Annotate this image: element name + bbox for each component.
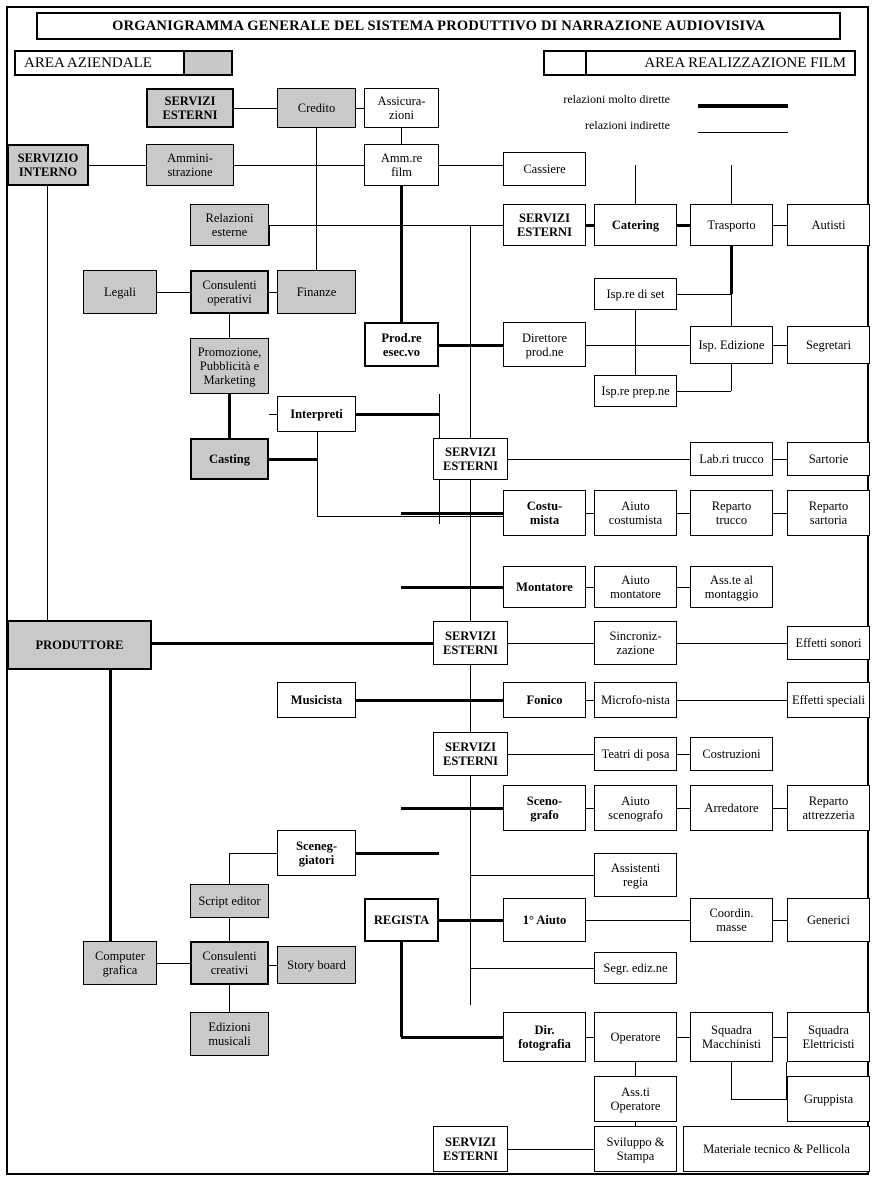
node-sviluppo_stampa[interactable] — [594, 1126, 677, 1172]
node-dir_fotografia[interactable] — [503, 1012, 586, 1062]
area-right-text: AREA REALIZZAZIONE FILM — [644, 54, 846, 71]
connector-line — [229, 314, 230, 338]
connector-line — [773, 1037, 787, 1038]
node-label: Script editor — [198, 894, 261, 908]
connector-line — [47, 186, 48, 620]
connector-line — [730, 246, 733, 294]
node-label: Direttore prod.ne — [521, 330, 568, 359]
node-label: Montatore — [516, 580, 573, 594]
connector-line — [635, 1062, 636, 1076]
node-label: Consulenti operativi — [202, 278, 257, 306]
connector-line — [269, 292, 277, 293]
node-assti_operatore[interactable] — [594, 1076, 677, 1122]
node-computer_grafica[interactable] — [83, 941, 157, 985]
node-gruppista[interactable] — [787, 1076, 870, 1122]
connector-line — [269, 965, 277, 966]
connector-line — [401, 512, 503, 515]
connector-line — [400, 186, 403, 322]
connector-line — [470, 968, 594, 969]
node-label: SERVIZI ESTERNI — [443, 1135, 498, 1163]
node-catering[interactable] — [594, 204, 677, 246]
connector-line — [269, 458, 317, 461]
node-label: Microfo-nista — [601, 693, 670, 707]
connector-line — [677, 224, 690, 227]
connector-line — [677, 294, 731, 295]
connector-line — [773, 459, 787, 460]
node-amm_re_film[interactable] — [364, 144, 439, 186]
area-realizzazione-film-label — [543, 50, 856, 76]
node-servizi_esterni_5[interactable] — [433, 732, 508, 776]
node-squadra_macchinisti[interactable] — [690, 1012, 773, 1062]
node-legali[interactable] — [83, 270, 157, 314]
connector-line — [269, 414, 277, 415]
node-label: Operatore — [610, 1030, 661, 1044]
connector-line — [439, 165, 503, 166]
connector-line — [773, 513, 787, 514]
connector-line — [229, 853, 277, 854]
node-label: Costruzioni — [702, 747, 761, 761]
node-label: Squadra Macchinisti — [701, 1023, 761, 1051]
node-label: 1° Aiuto — [522, 913, 567, 927]
connector-line — [677, 643, 787, 644]
connector-line — [586, 513, 594, 514]
connector-line — [731, 165, 732, 204]
legend-swatch-white — [545, 52, 587, 74]
node-reparto_sartoria[interactable] — [787, 490, 870, 536]
connector-line — [470, 875, 471, 968]
node-label: Ass.ti Operatore — [610, 1085, 661, 1113]
node-label: Reparto attrezzeria — [802, 794, 855, 822]
node-effetti_sonori[interactable] — [787, 626, 870, 660]
connector-line — [157, 292, 190, 293]
connector-line — [152, 642, 433, 645]
node-label: Assistenti regia — [610, 861, 661, 889]
node-sceneggiatori[interactable] — [277, 830, 356, 876]
node-edizioni_musicali[interactable] — [190, 1012, 269, 1056]
node-story_board[interactable] — [277, 946, 356, 984]
node-consulenti_creativi[interactable] — [190, 941, 269, 985]
area-aziendale-label — [14, 50, 233, 76]
node-label: Arredatore — [704, 801, 759, 815]
legend-indirect-line — [698, 132, 788, 133]
connector-line — [586, 1037, 594, 1038]
node-label: SERVIZI ESTERNI — [162, 94, 218, 122]
node-materiale_tecnico[interactable] — [683, 1126, 870, 1172]
node-label: Segretari — [805, 338, 852, 352]
node-label: Isp.re di set — [606, 287, 665, 301]
node-label: Prod.re esec.vo — [381, 330, 422, 359]
node-labri_trucco[interactable] — [690, 442, 773, 476]
node-aiuto_scenografo[interactable] — [594, 785, 677, 831]
node-label: Effetti speciali — [791, 693, 865, 707]
node-servizi_esterni_1[interactable] — [146, 88, 234, 128]
connector-line — [586, 700, 594, 701]
node-label: Edizioni musicali — [208, 1020, 251, 1048]
node-squadra_elettricisti[interactable] — [787, 1012, 870, 1062]
node-label: Amm.re film — [380, 151, 423, 179]
node-label: Fonico — [526, 693, 563, 707]
node-label: Reparto trucco — [711, 499, 752, 527]
node-assicurazioni[interactable] — [364, 88, 439, 128]
node-label: Sceno- grafo — [526, 794, 563, 822]
node-isp_re_di_set[interactable] — [594, 278, 677, 310]
node-label: Lab.ri trucco — [699, 452, 764, 466]
node-reparto_attrezzeria[interactable] — [787, 785, 870, 831]
connector-line — [356, 699, 503, 702]
node-coordin_masse[interactable] — [690, 898, 773, 942]
node-effetti_speciali[interactable] — [787, 682, 870, 718]
connector-line — [586, 224, 594, 227]
connector-line — [109, 670, 112, 941]
node-label: Computer grafica — [95, 949, 145, 977]
node-finanze[interactable] — [277, 270, 356, 314]
node-consulenti_operativi[interactable] — [190, 270, 269, 314]
connector-line — [89, 165, 146, 166]
node-scenografo[interactable] — [503, 785, 586, 831]
node-label: SERVIZIO INTERNO — [17, 151, 79, 179]
connector-line — [356, 852, 439, 855]
node-montatore[interactable] — [503, 566, 586, 608]
node-label: Ammini- strazione — [167, 151, 213, 179]
connector-line — [508, 1149, 594, 1150]
legend-swatch-gray — [183, 52, 231, 74]
node-segretari[interactable] — [787, 326, 870, 364]
node-label: Relazioni esterne — [205, 211, 254, 239]
node-label: Squadra Elettricisti — [802, 1023, 855, 1051]
node-label: Isp. Edizione — [698, 338, 765, 352]
node-generici[interactable] — [787, 898, 870, 942]
node-label: Segr. ediz.ne — [603, 961, 668, 975]
connector-line — [677, 808, 690, 809]
connector-line — [400, 942, 403, 1037]
connector-line — [677, 391, 731, 392]
node-label: SERVIZI ESTERNI — [517, 211, 572, 239]
connector-line — [401, 807, 503, 810]
node-label: Sincroniz- zazione — [609, 629, 662, 657]
connector-line — [586, 587, 594, 588]
node-aiuto_montatore[interactable] — [594, 566, 677, 608]
connector-line — [157, 963, 190, 964]
connector-line — [508, 459, 690, 460]
connector-line — [586, 920, 690, 921]
node-label: Ass.te al montaggio — [704, 573, 759, 601]
node-interpreti[interactable] — [277, 396, 356, 432]
connector-line — [316, 128, 317, 278]
node-label: Costu- mista — [526, 499, 563, 527]
node-label: Catering — [611, 218, 660, 232]
connector-line — [677, 513, 690, 514]
connector-line — [439, 919, 503, 922]
node-asste_al_montaggio[interactable] — [690, 566, 773, 608]
node-casting[interactable] — [190, 438, 269, 480]
connector-line — [773, 920, 787, 921]
node-servizio_interno[interactable] — [7, 144, 89, 186]
connector-line — [401, 1036, 503, 1039]
legend-direct-line — [698, 104, 788, 108]
node-sincronizzazione[interactable] — [594, 621, 677, 665]
node-servizi_esterni_2[interactable] — [503, 204, 586, 246]
page-title: ORGANIGRAMMA GENERALE DEL SISTEMA PRODUTTIVO DI NARRAZIONE AUDIOVISIVA — [36, 12, 841, 40]
node-label: Materiale tecnico & Pellicola — [703, 1142, 850, 1156]
node-primo_aiuto[interactable] — [503, 898, 586, 942]
connector-line — [356, 413, 439, 416]
node-label: Aiuto costumista — [608, 499, 663, 527]
node-sartorie[interactable] — [787, 442, 870, 476]
node-label: Cassiere — [523, 162, 566, 176]
node-costruzioni[interactable] — [690, 737, 773, 771]
node-isp_edizione[interactable] — [690, 326, 773, 364]
node-fonico[interactable] — [503, 682, 586, 718]
node-servizi_esterni_3[interactable] — [433, 438, 508, 480]
node-segr_edizne[interactable] — [594, 952, 677, 984]
node-direttore_prodne[interactable] — [503, 322, 586, 367]
node-regista[interactable] — [364, 898, 439, 942]
node-label: Sviluppo & Stampa — [606, 1135, 665, 1163]
connector-line — [269, 225, 503, 226]
node-label: REGISTA — [373, 913, 430, 927]
node-reparto_trucco[interactable] — [690, 490, 773, 536]
node-trasporto[interactable] — [690, 204, 773, 246]
node-label: PRODUTTORE — [35, 638, 124, 652]
connector-line — [234, 108, 277, 109]
node-label: SERVIZI ESTERNI — [443, 629, 498, 657]
node-arredatore[interactable] — [690, 785, 773, 831]
connector-line — [731, 1062, 732, 1099]
node-autisti[interactable] — [787, 204, 870, 246]
connector-line — [773, 808, 787, 809]
node-credito[interactable] — [277, 88, 356, 128]
connector-line — [731, 1099, 787, 1100]
connector-line — [317, 432, 318, 516]
node-relazioni_esterne[interactable] — [190, 204, 269, 246]
connector-line — [229, 918, 230, 941]
node-cassiere[interactable] — [503, 152, 586, 186]
connector-line — [586, 345, 690, 346]
connector-line — [677, 1037, 690, 1038]
node-microfonista[interactable] — [594, 682, 677, 718]
connector-line — [677, 754, 690, 755]
node-operatore[interactable] — [594, 1012, 677, 1062]
node-label: Sceneg- giatori — [296, 839, 337, 867]
node-label: Story board — [287, 958, 346, 972]
node-label: Teatri di posa — [601, 747, 670, 761]
node-label: Coordin. masse — [709, 906, 754, 934]
connector-line — [677, 700, 787, 701]
node-musicista[interactable] — [277, 682, 356, 718]
node-label: Interpreti — [290, 407, 343, 421]
legend-indirect-label: relazioni indirette — [585, 118, 670, 132]
connector-line — [234, 165, 364, 166]
node-servizi_esterni_6[interactable] — [433, 1126, 508, 1172]
node-label: Reparto sartoria — [808, 499, 849, 527]
connector-line — [229, 985, 230, 1012]
node-label: Credito — [297, 101, 336, 115]
node-label: Casting — [209, 452, 250, 466]
node-label: Aiuto montatore — [610, 573, 661, 601]
legend-direct-label: relazioni molto dirette — [563, 92, 670, 106]
node-label: Aiuto scenografo — [608, 794, 663, 822]
connector-line — [439, 344, 503, 347]
connector-line — [635, 165, 636, 204]
connector-line — [401, 128, 402, 144]
node-label: Consulenti creativi — [202, 949, 257, 977]
node-aiuto_costumista[interactable] — [594, 490, 677, 536]
node-label: Promozione, Pubblicità e Marketing — [197, 345, 262, 387]
node-label: Assicura- zioni — [377, 94, 426, 122]
connector-line — [773, 345, 787, 346]
node-label: Isp.re prep.ne — [601, 384, 670, 398]
node-label: Trasporto — [707, 218, 756, 232]
node-label: SERVIZI ESTERNI — [443, 445, 498, 473]
node-label: Legali — [104, 285, 136, 299]
node-label: Effetti sonori — [795, 636, 862, 650]
node-teatri_di_posa[interactable] — [594, 737, 677, 771]
connector-line — [229, 853, 230, 884]
node-assistenti_regia[interactable] — [594, 853, 677, 897]
node-label: Gruppista — [803, 1092, 854, 1106]
connector-line — [677, 587, 690, 588]
node-label: Sartorie — [808, 452, 849, 466]
node-label: Dir. fotografia — [518, 1023, 571, 1051]
connector-line — [356, 108, 364, 109]
node-label: Musicista — [290, 693, 343, 707]
connector-line — [317, 516, 503, 517]
node-promozione[interactable] — [190, 338, 269, 394]
connector-line — [401, 586, 503, 589]
node-label: Generici — [806, 913, 851, 927]
node-produttore[interactable] — [7, 620, 152, 670]
node-label: Autisti — [811, 218, 846, 232]
connector-line — [586, 808, 594, 809]
node-costumista[interactable] — [503, 490, 586, 536]
connector-line — [269, 225, 270, 246]
node-label: SERVIZI ESTERNI — [443, 740, 498, 768]
node-script_editor[interactable] — [190, 884, 269, 918]
connector-line — [773, 225, 787, 226]
connector-line — [470, 875, 594, 876]
node-isp_re_prepne[interactable] — [594, 375, 677, 407]
node-prod_re_esecvo[interactable] — [364, 322, 439, 367]
area-left-text: AREA AZIENDALE — [24, 54, 152, 71]
node-label: Finanze — [296, 285, 337, 299]
node-servizi_esterni_4[interactable] — [433, 621, 508, 665]
node-amministrazione[interactable] — [146, 144, 234, 186]
